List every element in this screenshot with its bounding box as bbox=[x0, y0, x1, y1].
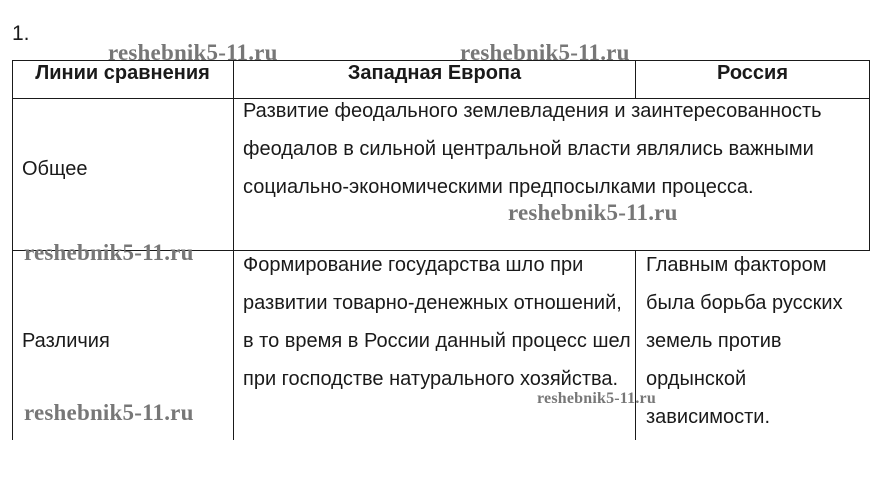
header-russia: Россия bbox=[716, 62, 788, 84]
row-differences-russia: Главным фактором была борьба русских земель против ордынской зависимости. bbox=[646, 254, 843, 428]
watermark: reshebnik5-11.ru bbox=[508, 200, 678, 225]
task-number: 1. bbox=[12, 22, 30, 45]
row-differences-europe: Формирование государства шло при развитии товарно-денежных отношений, в то время в России данный процесс шел при господстве натурального хозяйства. bbox=[243, 254, 631, 390]
watermark: reshebnik5-11.ru bbox=[537, 390, 656, 407]
header-western-europe: Западная Европа bbox=[347, 62, 522, 84]
table-col-divider-2-row2 bbox=[635, 250, 636, 440]
header-comparison-lines: Линии сравнения bbox=[35, 62, 210, 84]
watermark: reshebnik5-11.ru bbox=[24, 400, 194, 425]
table-border-right bbox=[869, 60, 870, 250]
table-border-left bbox=[12, 60, 13, 440]
watermark: reshebnik5-11.ru bbox=[24, 240, 194, 265]
row-common-text: Развитие феодального землевладения и заинтересованность феодалов в сильной центральной власти являлись важными социально-экономическими предпосылками процесса. bbox=[243, 100, 822, 198]
row-differences-label: Различия bbox=[22, 330, 110, 352]
watermark: reshebnik5-11.ru bbox=[108, 40, 278, 65]
table-col-divider-1 bbox=[233, 60, 234, 440]
watermark: reshebnik5-11.ru bbox=[460, 40, 630, 65]
row-common-label: Общее bbox=[22, 158, 88, 180]
